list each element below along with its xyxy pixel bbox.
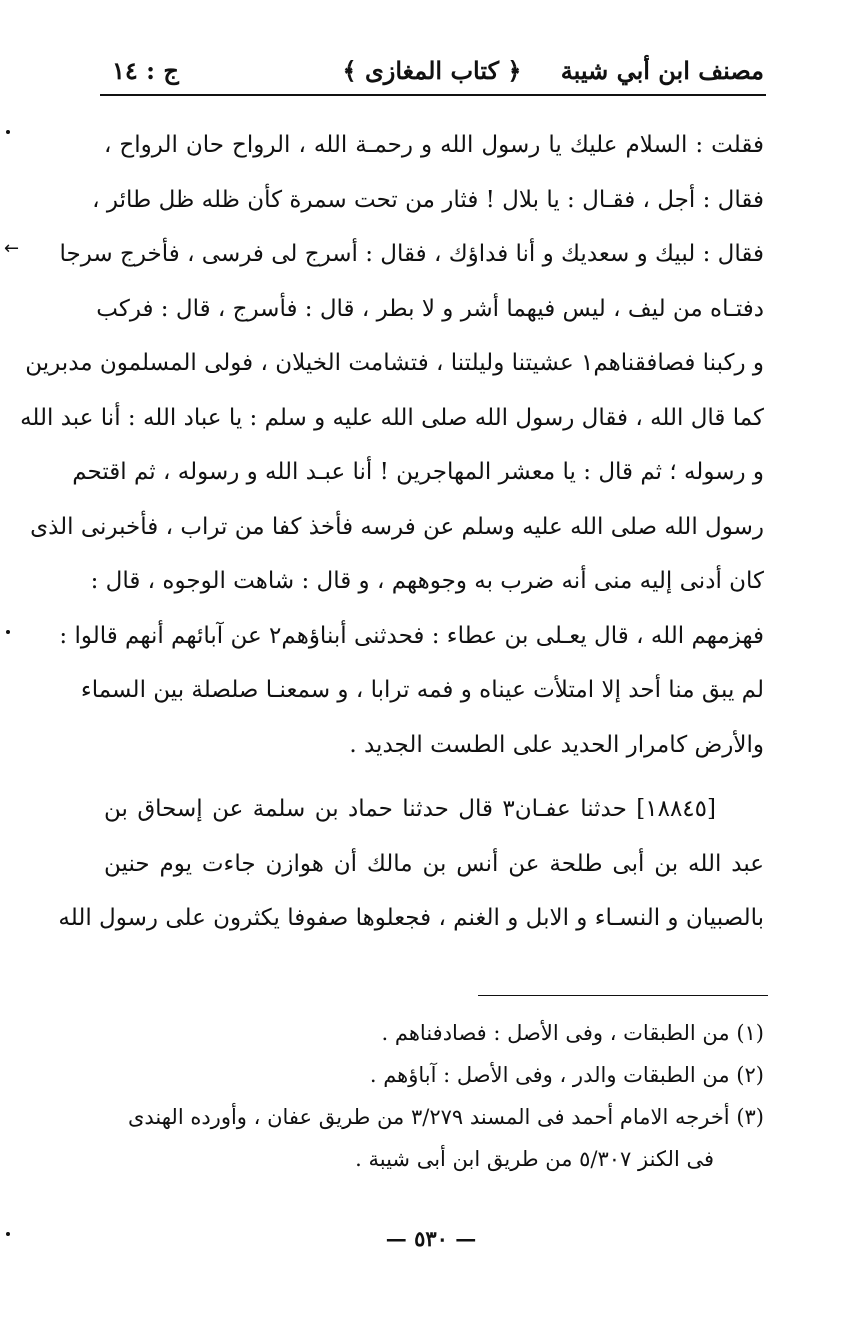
text-line: بالصبيان و النسـاء و الابل و الغنم ، فجعلوها صفوفا يكثرون على رسول الله: [58, 905, 764, 931]
text-line: فقلت : السلام عليك يا رسول الله و رحمـة الله ، الرواح حان الرواح ،: [104, 132, 764, 158]
main-text: [20, 120, 764, 948]
footnotes: [96, 1012, 764, 1180]
text-line: فقال : أجل ، فقـال : يا بلال ! فثار من تحت سمرة كأن ظله ظل طائر ،: [92, 186, 764, 213]
margin-dot: [6, 130, 10, 134]
page-header: [100, 52, 764, 94]
text-line: فقال : لبيك و سعديك و أنا فداؤك ، فقال : أسرج لى فرسى ، فأخرج سرجا: [59, 241, 764, 267]
footnote: (١) من الطبقات ، وفى الأصل : فصادفناهم .: [381, 1021, 764, 1045]
text-line: و ركبنا فصافقناهم١ عشيتنا وليلتنا ، فتشامت الخيلان ، فولى المسلمون مدبرين: [25, 350, 764, 376]
text-line: عبد الله بن أبى طلحة عن أنس بن مالك أن هوازن جاءت يوم حنين: [104, 850, 764, 877]
footnote: (٣) أخرجه الامام أحمد فى المسند ٣/٢٧٩ من طريق عفان ، وأورده الهندى: [127, 1105, 764, 1129]
footnote-rule: [478, 995, 768, 996]
footnote: (٢) من الطبقات والدر ، وفى الأصل : آباؤهم .: [369, 1063, 764, 1087]
book-title: مصنف ابن أبي شيبة: [560, 56, 764, 85]
volume-number: ج : ١٤: [112, 56, 179, 85]
hadith-number-line: [١٨٨٤٥] حدثنا عفـان٣ قال حدثنا حماد بن سلمة عن إسحاق بن: [104, 796, 716, 822]
text-line: والأرض كامرار الحديد على الطست الجديد .: [349, 731, 764, 758]
chapter-title: ﴿ كتاب المغازى ﴾: [342, 56, 522, 85]
text-line: كما قال الله ، فقال رسول الله صلى الله عليه و سلم : يا عباد الله : أنا عبد الله: [20, 404, 764, 431]
page-number: — ٥٣٠ —: [385, 1226, 477, 1251]
margin-dot: [6, 630, 10, 634]
margin-arrow-icon: ←: [4, 238, 20, 259]
footnote-continuation: فى الكنز ٥/٣٠٧ من طريق ابن أبى شيبة .: [355, 1147, 714, 1171]
text-line: فهزمهم الله ، قال يعـلى بن عطاء : فحدثنى أبناؤهم٢ عن آبائهم أنهم قالوا :: [59, 622, 764, 649]
margin-dot: [6, 1232, 10, 1236]
text-line: رسول الله صلى الله عليه وسلم عن فرسه فأخذ كفا من تراب ، فأخبرنى الذى: [30, 513, 764, 540]
text-line: لم يبق منا أحد إلا امتلأت عيناه و فمه ترابا ، و سمعنـا صلصلة بين السماء: [80, 677, 764, 703]
text-line: و رسوله ؛ ثم قال : يا معشر المهاجرين ! أنا عبـد الله و رسوله ، ثم اقتحم: [72, 459, 764, 485]
text-line: كان أدنى إليه منى أنه ضرب به وجوههم ، و قال : شاهت الوجوه ، قال :: [90, 568, 764, 594]
text-line: دفتـاه من ليف ، ليس فيهما أشر و لا بطر ، قال : فأسرج ، قال : فركب: [96, 295, 764, 322]
header-rule: [100, 94, 766, 96]
